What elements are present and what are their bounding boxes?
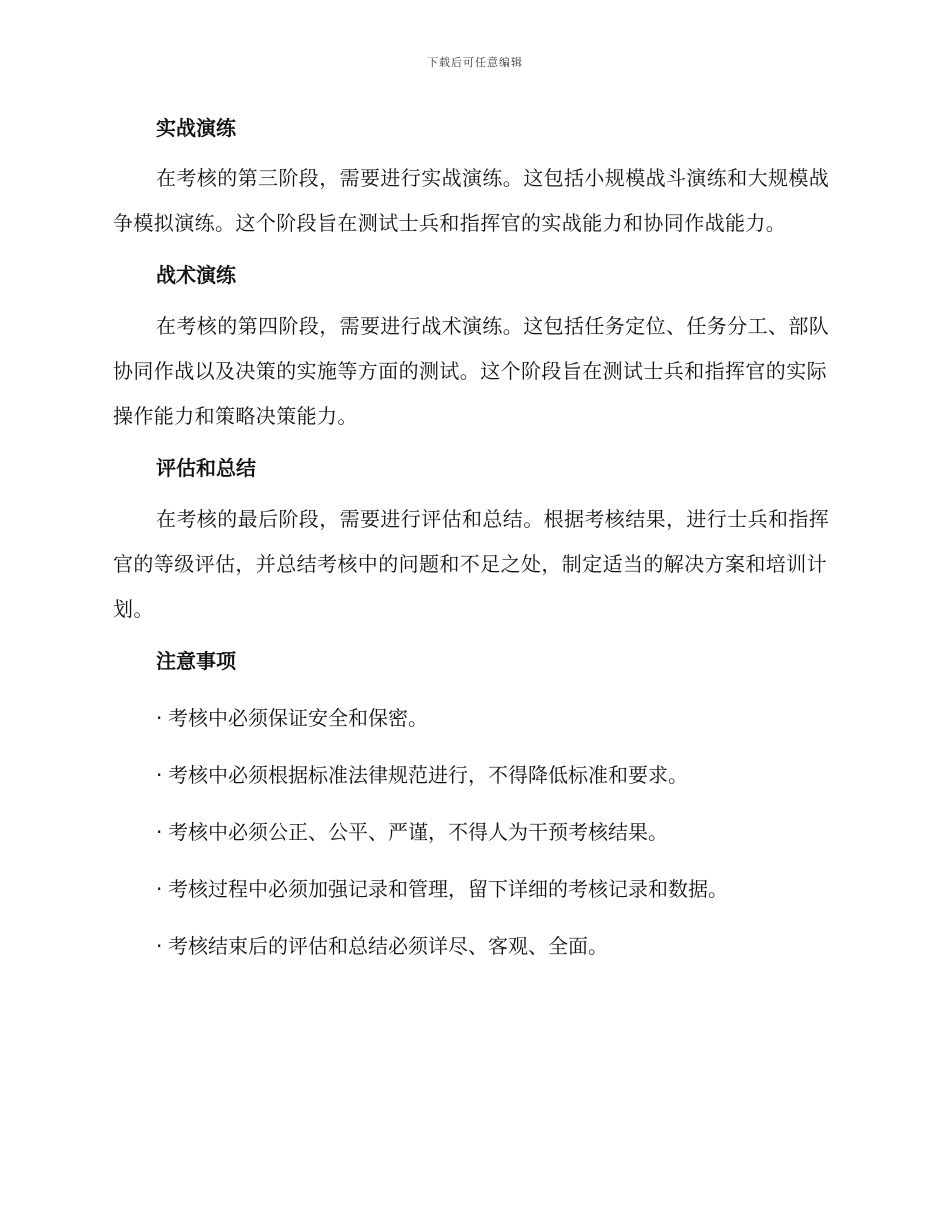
bullet-icon: · xyxy=(156,934,163,958)
bullet-icon: · xyxy=(156,763,163,787)
list-item xyxy=(113,928,833,964)
header-note: 下载后可任意编辑 xyxy=(427,56,523,69)
section-heading-tactical-drill: 战术演练 xyxy=(156,263,236,287)
list-item xyxy=(113,871,833,907)
list-item xyxy=(113,814,833,850)
bullet-icon: · xyxy=(156,877,163,901)
section-heading-notes: 注意事项 xyxy=(156,649,236,673)
note-text: 考核中必须保证安全和保密。 xyxy=(168,706,428,730)
bullet-icon: · xyxy=(156,820,163,844)
list-item xyxy=(113,757,833,793)
list-item xyxy=(113,700,833,736)
notes-list xyxy=(113,700,833,964)
section-heading-evaluation: 评估和总结 xyxy=(156,456,256,480)
note-text: 考核中必须根据标准法律规范进行，不得降低标准和要求。 xyxy=(168,763,688,787)
section-paragraph-evaluation: 在考核的最后阶段，需要进行评估和总结。根据考核结果，进行士兵和指挥官的等级评估，并总结考核中的问题和不足之处，制定适当的解决方案和培训计划。 xyxy=(113,507,830,621)
document-body xyxy=(113,110,833,985)
section-paragraph-tactical-drill: 在考核的第四阶段，需要进行战术演练。这包括任务定位、任务分工、部队协同作战以及决策的实施等方面的测试。这个阶段旨在测试士兵和指挥官的实际操作能力和策略决策能力。 xyxy=(113,314,830,428)
section-heading-combat-drill: 实战演练 xyxy=(156,116,236,140)
note-text: 考核过程中必须加强记录和管理，留下详细的考核记录和数据。 xyxy=(168,877,728,901)
bullet-icon: · xyxy=(156,706,163,730)
section-paragraph-combat-drill: 在考核的第三阶段，需要进行实战演练。这包括小规模战斗演练和大规模战争模拟演练。这个阶段旨在测试士兵和指挥官的实战能力和协同作战能力。 xyxy=(113,166,830,235)
note-text: 考核结束后的评估和总结必须详尽、客观、全面。 xyxy=(168,934,608,958)
note-text: 考核中必须公正、公平、严谨，不得人为干预考核结果。 xyxy=(168,820,668,844)
